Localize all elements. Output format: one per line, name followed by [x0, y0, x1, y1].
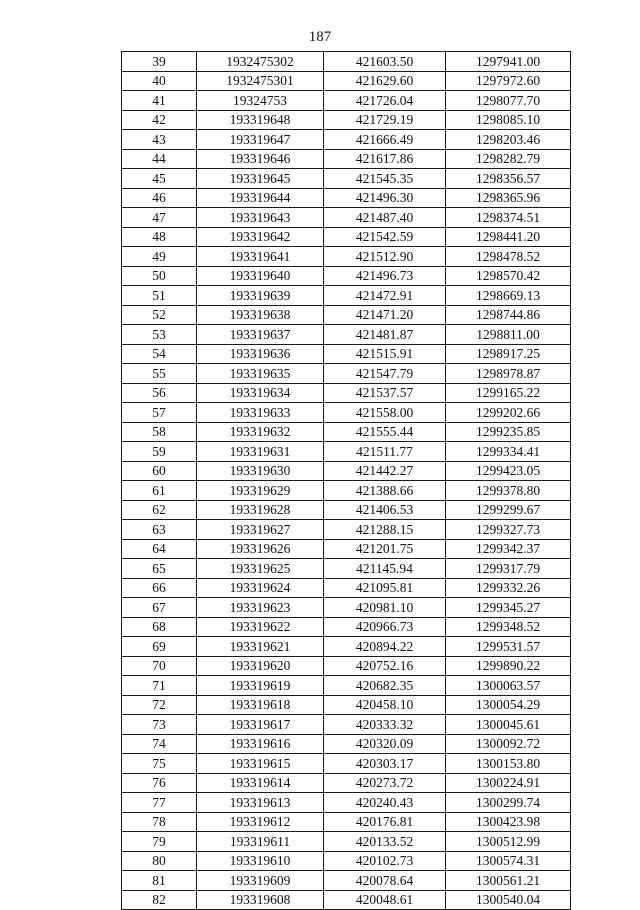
- coordinate-y-cell: 1300299.74: [446, 793, 571, 813]
- table-row: [122, 559, 571, 579]
- coordinate-x-cell: 421511.77: [324, 442, 446, 462]
- table-row: [122, 266, 571, 286]
- coordinate-y-cell: 1299378.80: [446, 481, 571, 501]
- coordinate-y-cell: 1298356.57: [446, 169, 571, 189]
- table-row: [122, 851, 571, 871]
- table-row: [122, 500, 571, 520]
- table-row: [122, 520, 571, 540]
- point-code-cell: 193319625: [197, 559, 324, 579]
- coordinate-y-cell: 1300561.21: [446, 871, 571, 891]
- point-number-cell: 78: [122, 812, 197, 832]
- coordinate-y-cell: 1300423.98: [446, 812, 571, 832]
- point-code-cell: 193319610: [197, 851, 324, 871]
- point-number-cell: 54: [122, 344, 197, 364]
- table-row: [122, 169, 571, 189]
- point-number-cell: 74: [122, 734, 197, 754]
- point-code-cell: 193319624: [197, 578, 324, 598]
- table-row: [122, 617, 571, 637]
- point-code-cell: 19324753: [197, 91, 324, 111]
- point-number-cell: 46: [122, 188, 197, 208]
- table-row: [122, 91, 571, 111]
- point-number-cell: 75: [122, 754, 197, 774]
- point-code-cell: 193319609: [197, 871, 324, 891]
- point-number-cell: 62: [122, 500, 197, 520]
- coordinate-y-cell: 1299202.66: [446, 403, 571, 423]
- coordinate-y-cell: 1297972.60: [446, 71, 571, 91]
- coordinate-x-cell: 420048.61: [324, 890, 446, 910]
- point-number-cell: 80: [122, 851, 197, 871]
- point-code-cell: 193319621: [197, 637, 324, 657]
- coordinate-x-cell: 421095.81: [324, 578, 446, 598]
- point-code-cell: 1932475301: [197, 71, 324, 91]
- point-code-cell: 1932475302: [197, 52, 324, 72]
- table-row: [122, 890, 571, 910]
- point-number-cell: 45: [122, 169, 197, 189]
- point-code-cell: 193319615: [197, 754, 324, 774]
- point-number-cell: 69: [122, 637, 197, 657]
- point-number-cell: 77: [122, 793, 197, 813]
- point-code-cell: 193319614: [197, 773, 324, 793]
- point-number-cell: 71: [122, 676, 197, 696]
- page-number: 187: [308, 29, 332, 45]
- point-code-cell: 193319634: [197, 383, 324, 403]
- table-row: [122, 578, 571, 598]
- coordinate-y-cell: 1299334.41: [446, 442, 571, 462]
- coordinate-x-cell: 420240.43: [324, 793, 446, 813]
- point-code-cell: 193319628: [197, 500, 324, 520]
- coordinates-table-body: [122, 52, 571, 910]
- coordinate-y-cell: 1298978.87: [446, 364, 571, 384]
- coordinate-x-cell: 420458.10: [324, 695, 446, 715]
- table-row: [122, 481, 571, 501]
- coordinate-x-cell: 421388.66: [324, 481, 446, 501]
- point-number-cell: 67: [122, 598, 197, 618]
- point-code-cell: 193319619: [197, 676, 324, 696]
- table-row: [122, 403, 571, 423]
- point-code-cell: 193319633: [197, 403, 324, 423]
- point-code-cell: 193319645: [197, 169, 324, 189]
- coordinate-y-cell: 1299317.79: [446, 559, 571, 579]
- coordinate-x-cell: 420176.81: [324, 812, 446, 832]
- coordinate-y-cell: 1300540.04: [446, 890, 571, 910]
- point-number-cell: 64: [122, 539, 197, 559]
- table-row: [122, 364, 571, 384]
- point-code-cell: 193319635: [197, 364, 324, 384]
- coordinate-x-cell: 420752.16: [324, 656, 446, 676]
- coordinate-y-cell: 1297941.00: [446, 52, 571, 72]
- point-number-cell: 65: [122, 559, 197, 579]
- coordinate-x-cell: 420966.73: [324, 617, 446, 637]
- coordinate-x-cell: 421496.73: [324, 266, 446, 286]
- table-row: [122, 110, 571, 130]
- coordinate-y-cell: 1299531.57: [446, 637, 571, 657]
- coordinate-y-cell: 1298203.46: [446, 130, 571, 150]
- table-row: [122, 71, 571, 91]
- coordinate-y-cell: 1298374.51: [446, 208, 571, 228]
- point-code-cell: 193319641: [197, 247, 324, 267]
- coordinate-y-cell: 1299327.73: [446, 520, 571, 540]
- table-row: [122, 52, 571, 72]
- point-code-cell: 193319648: [197, 110, 324, 130]
- point-number-cell: 44: [122, 149, 197, 169]
- coordinate-x-cell: 421481.87: [324, 325, 446, 345]
- coordinate-x-cell: 421472.91: [324, 286, 446, 306]
- point-code-cell: 193319642: [197, 227, 324, 247]
- coordinate-x-cell: 420133.52: [324, 832, 446, 852]
- table-row: [122, 871, 571, 891]
- point-code-cell: 193319638: [197, 305, 324, 325]
- point-number-cell: 79: [122, 832, 197, 852]
- point-code-cell: 193319629: [197, 481, 324, 501]
- coordinate-x-cell: 421558.00: [324, 403, 446, 423]
- point-code-cell: 193319623: [197, 598, 324, 618]
- table-row: [122, 149, 571, 169]
- coordinate-y-cell: 1299332.26: [446, 578, 571, 598]
- coordinate-x-cell: 420102.73: [324, 851, 446, 871]
- table-row: [122, 793, 571, 813]
- table-row: [122, 247, 571, 267]
- coordinate-y-cell: 1298077.70: [446, 91, 571, 111]
- point-code-cell: 193319626: [197, 539, 324, 559]
- point-code-cell: 193319617: [197, 715, 324, 735]
- coordinate-x-cell: 421515.91: [324, 344, 446, 364]
- coordinate-y-cell: 1300045.61: [446, 715, 571, 735]
- point-number-cell: 61: [122, 481, 197, 501]
- table-row: [122, 715, 571, 735]
- point-number-cell: 76: [122, 773, 197, 793]
- coordinate-x-cell: 421617.86: [324, 149, 446, 169]
- point-number-cell: 52: [122, 305, 197, 325]
- point-number-cell: 63: [122, 520, 197, 540]
- table-row: [122, 188, 571, 208]
- coordinate-x-cell: 421496.30: [324, 188, 446, 208]
- coordinate-x-cell: 421666.49: [324, 130, 446, 150]
- point-number-cell: 49: [122, 247, 197, 267]
- coordinate-y-cell: 1298570.42: [446, 266, 571, 286]
- coordinates-table: [121, 51, 571, 910]
- coordinate-y-cell: 1300574.31: [446, 851, 571, 871]
- table-row: [122, 773, 571, 793]
- point-number-cell: 73: [122, 715, 197, 735]
- coordinate-x-cell: 421542.59: [324, 227, 446, 247]
- point-number-cell: 55: [122, 364, 197, 384]
- coordinate-y-cell: 1300512.99: [446, 832, 571, 852]
- coordinate-y-cell: 1299423.05: [446, 461, 571, 481]
- coordinate-x-cell: 420894.22: [324, 637, 446, 657]
- point-number-cell: 56: [122, 383, 197, 403]
- point-number-cell: 70: [122, 656, 197, 676]
- point-code-cell: 193319636: [197, 344, 324, 364]
- point-code-cell: 193319632: [197, 422, 324, 442]
- coordinate-y-cell: 1299348.52: [446, 617, 571, 637]
- coordinate-y-cell: 1298282.79: [446, 149, 571, 169]
- coordinate-y-cell: 1300153.80: [446, 754, 571, 774]
- table-row: [122, 754, 571, 774]
- table-row: [122, 695, 571, 715]
- point-number-cell: 58: [122, 422, 197, 442]
- point-code-cell: 193319630: [197, 461, 324, 481]
- coordinate-x-cell: 421288.15: [324, 520, 446, 540]
- coordinate-x-cell: 421729.19: [324, 110, 446, 130]
- table-row: [122, 734, 571, 754]
- coordinate-y-cell: 1300092.72: [446, 734, 571, 754]
- coordinate-y-cell: 1300224.91: [446, 773, 571, 793]
- coordinate-y-cell: 1298811.00: [446, 325, 571, 345]
- coordinate-y-cell: 1299235.85: [446, 422, 571, 442]
- coordinate-x-cell: 420273.72: [324, 773, 446, 793]
- coordinate-x-cell: 421603.50: [324, 52, 446, 72]
- point-number-cell: 53: [122, 325, 197, 345]
- coordinate-x-cell: 421145.94: [324, 559, 446, 579]
- coordinate-y-cell: 1298478.52: [446, 247, 571, 267]
- coordinate-y-cell: 1298365.96: [446, 188, 571, 208]
- coordinate-x-cell: 421201.75: [324, 539, 446, 559]
- point-code-cell: 193319627: [197, 520, 324, 540]
- point-number-cell: 68: [122, 617, 197, 637]
- table-row: [122, 286, 571, 306]
- coordinate-y-cell: 1300054.29: [446, 695, 571, 715]
- point-number-cell: 42: [122, 110, 197, 130]
- coordinate-x-cell: 420981.10: [324, 598, 446, 618]
- coordinate-x-cell: 421406.53: [324, 500, 446, 520]
- point-number-cell: 51: [122, 286, 197, 306]
- point-code-cell: 193319622: [197, 617, 324, 637]
- coordinate-x-cell: 421442.27: [324, 461, 446, 481]
- point-number-cell: 81: [122, 871, 197, 891]
- point-code-cell: 193319616: [197, 734, 324, 754]
- coordinate-x-cell: 421555.44: [324, 422, 446, 442]
- coordinate-x-cell: 420682.35: [324, 676, 446, 696]
- coordinate-y-cell: 1300063.57: [446, 676, 571, 696]
- table-row: [122, 539, 571, 559]
- coordinate-x-cell: 421726.04: [324, 91, 446, 111]
- point-code-cell: 193319618: [197, 695, 324, 715]
- point-code-cell: 193319643: [197, 208, 324, 228]
- point-number-cell: 48: [122, 227, 197, 247]
- table-row: [122, 305, 571, 325]
- point-number-cell: 59: [122, 442, 197, 462]
- point-code-cell: 193319639: [197, 286, 324, 306]
- coordinate-x-cell: 420078.64: [324, 871, 446, 891]
- point-number-cell: 41: [122, 91, 197, 111]
- table-row: [122, 344, 571, 364]
- point-number-cell: 50: [122, 266, 197, 286]
- table-row: [122, 422, 571, 442]
- table-row: [122, 637, 571, 657]
- coordinate-y-cell: 1299299.67: [446, 500, 571, 520]
- table-row: [122, 656, 571, 676]
- coordinate-y-cell: 1298441.20: [446, 227, 571, 247]
- table-row: [122, 832, 571, 852]
- point-code-cell: 193319637: [197, 325, 324, 345]
- table-row: [122, 383, 571, 403]
- coordinate-y-cell: 1298744.86: [446, 305, 571, 325]
- coordinate-x-cell: 421471.20: [324, 305, 446, 325]
- point-code-cell: 193319608: [197, 890, 324, 910]
- coordinate-y-cell: 1298917.25: [446, 344, 571, 364]
- coordinate-x-cell: 421545.35: [324, 169, 446, 189]
- point-number-cell: 47: [122, 208, 197, 228]
- table-row: [122, 442, 571, 462]
- table-row: [122, 130, 571, 150]
- point-code-cell: 193319644: [197, 188, 324, 208]
- coordinate-x-cell: 421547.79: [324, 364, 446, 384]
- point-code-cell: 193319640: [197, 266, 324, 286]
- point-code-cell: 193319631: [197, 442, 324, 462]
- table-row: [122, 227, 571, 247]
- point-number-cell: 43: [122, 130, 197, 150]
- point-number-cell: 39: [122, 52, 197, 72]
- coordinate-y-cell: 1299342.37: [446, 539, 571, 559]
- coordinate-x-cell: 421537.57: [324, 383, 446, 403]
- coordinate-y-cell: 1299890.22: [446, 656, 571, 676]
- coordinate-y-cell: 1298669.13: [446, 286, 571, 306]
- point-code-cell: 193319647: [197, 130, 324, 150]
- point-number-cell: 66: [122, 578, 197, 598]
- table-row: [122, 598, 571, 618]
- point-number-cell: 57: [122, 403, 197, 423]
- point-number-cell: 82: [122, 890, 197, 910]
- table-row: [122, 325, 571, 345]
- coordinate-x-cell: 421487.40: [324, 208, 446, 228]
- coordinate-x-cell: 420303.17: [324, 754, 446, 774]
- point-code-cell: 193319611: [197, 832, 324, 852]
- point-number-cell: 72: [122, 695, 197, 715]
- point-number-cell: 60: [122, 461, 197, 481]
- point-code-cell: 193319612: [197, 812, 324, 832]
- coordinate-x-cell: 420333.32: [324, 715, 446, 735]
- table-row: [122, 461, 571, 481]
- coordinate-x-cell: 420320.09: [324, 734, 446, 754]
- table-row: [122, 812, 571, 832]
- point-code-cell: 193319613: [197, 793, 324, 813]
- table-row: [122, 208, 571, 228]
- coordinate-x-cell: 421512.90: [324, 247, 446, 267]
- coordinate-y-cell: 1298085.10: [446, 110, 571, 130]
- table-row: [122, 676, 571, 696]
- point-code-cell: 193319646: [197, 149, 324, 169]
- coordinate-x-cell: 421629.60: [324, 71, 446, 91]
- coordinate-y-cell: 1299345.27: [446, 598, 571, 618]
- point-code-cell: 193319620: [197, 656, 324, 676]
- coordinate-y-cell: 1299165.22: [446, 383, 571, 403]
- point-number-cell: 40: [122, 71, 197, 91]
